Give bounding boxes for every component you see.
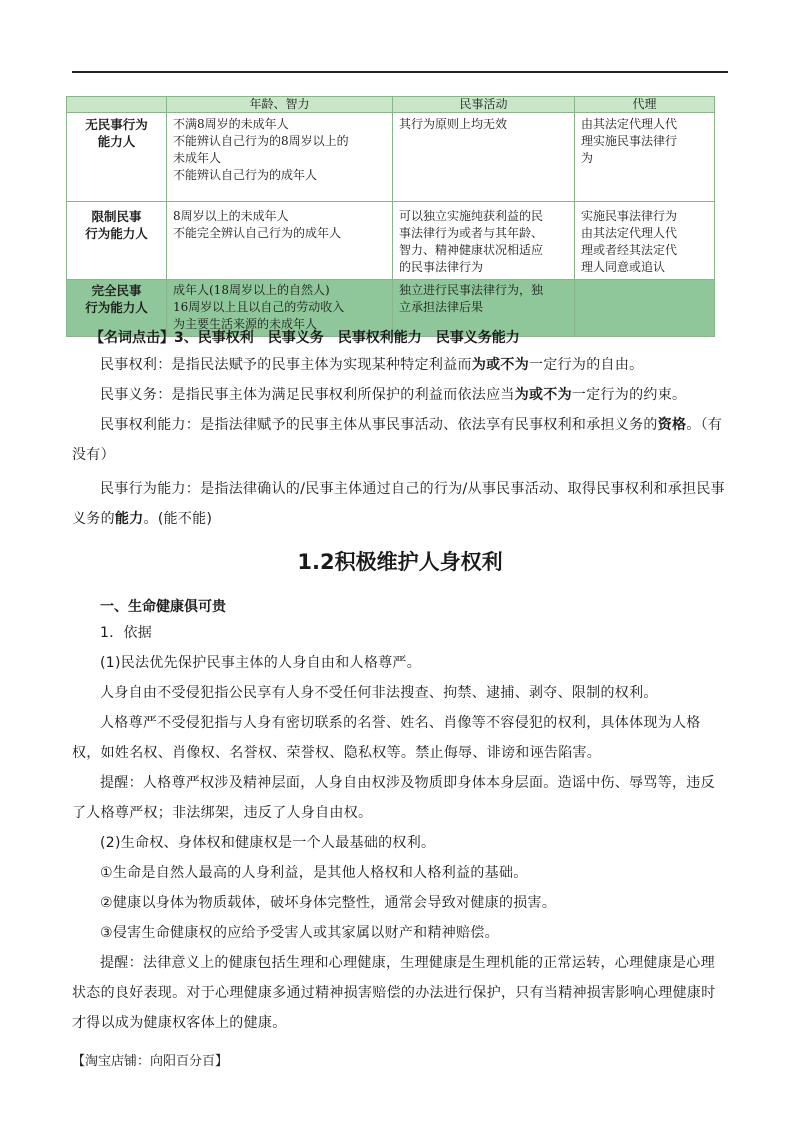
cell-line: 实施民事法律行为 (581, 209, 678, 223)
cell-line: 立承担法律后果 (399, 300, 484, 314)
paragraph: 1．依据 (100, 625, 153, 641)
paragraph: 提醒：法律意义上的健康包括生理和心理健康，生理健康是生理机能的正常运转，心理健康是心理状态的良好表现。对于心理健康多通过精神损害赔偿的办法进行保护，只有当精神损害影响心理健康时才得以成为健康权客体上的健康。 (72, 955, 716, 1031)
age-cell (167, 202, 393, 280)
cell-line: 8周岁以上的未成年人 (173, 209, 289, 223)
cell-line: 16周岁以上且以自己的劳动收入 (173, 300, 345, 314)
paragraph: 人格尊严不受侵犯指与人身有密切联系的名誉、姓名、肖像等不容侵犯的权利，具体体现为人格权，如姓名权、肖像权、名誉权、荣誉权、隐私权等。禁止侮辱、诽谤和诬告陷害。 (72, 715, 701, 761)
text-run: 民事权利：是指民法赋予的民事主体为实现某种特定利益而 (100, 357, 472, 373)
paragraph: 人身自由不受侵犯指公民享有人身不受任何非法搜查、拘禁、逮捕、剥夺、限制的权利。 (100, 685, 658, 701)
paragraph: (2)生命权、身体权和健康权是一个人最基础的权利。 (100, 835, 436, 851)
activity-cell (393, 113, 575, 202)
definition-civil-duty (72, 380, 728, 410)
cell-line: 能力人 (97, 134, 136, 149)
paragraph: ②健康以身体为物质载体，破坏身体完整性，通常会导致对健康的损害。 (100, 895, 557, 911)
paragraph: (1)民法优先保护民事主体的人身自由和人格尊严。 (100, 655, 422, 671)
cell-line: 由其法定代理人代 (581, 226, 678, 240)
row-label (67, 202, 167, 280)
table-header-cell: 民事活动 (393, 97, 575, 113)
subsection-title: 一、生命健康俱可贵 (100, 599, 226, 615)
emphasis-text: 为或不为 (514, 387, 572, 403)
cell-line: 事法律行为或者与其年龄、 (399, 226, 544, 240)
definition-act-capacity (72, 474, 728, 534)
text-run: 民事权利能力：是指法律赋予的民事主体从事民事活动、依法享有民事权利和承担义务的 (100, 417, 658, 433)
cell-line: 不能辨认自己行为的成年人 (173, 168, 318, 182)
header-rule (72, 71, 728, 73)
text-run: 。（有没有） (72, 417, 723, 463)
cell-line: 其行为原则上均无效 (399, 117, 508, 131)
agency-cell (575, 202, 715, 280)
cell-line: 不能完全辨认自己行为的成年人 (173, 226, 342, 240)
cell-line: 智力、精神健康状况相适应 (399, 243, 544, 257)
cell-line: 行为能力人 (85, 226, 148, 241)
text-run: 一定行为的自由。 (529, 357, 644, 373)
footer-note: 【淘宝店铺：向阳百分百】 (72, 1054, 229, 1069)
table-row (67, 113, 715, 202)
text-run: 一定行为的约束。 (571, 387, 687, 403)
emphasis-text: 资格 (657, 417, 687, 433)
keyword-heading: 【名词点击】3、民事权利 民事义务 民事权利能力 民事义务能力 (90, 330, 520, 346)
table-row (67, 202, 715, 280)
cell-line: 不满8周岁的未成年人 (173, 117, 289, 131)
cell-line: 成年人(18周岁以上的自然人) (173, 283, 330, 297)
cell-line: 无民事行为 (85, 117, 148, 132)
table-header-cell (67, 97, 167, 113)
paragraph: ①生命是自然人最高的人身利益，是其他人格权和人格利益的基础。 (100, 865, 528, 881)
paragraph: ③侵害生命健康权的应给予受害人或其家属以财产和精神赔偿。 (100, 925, 499, 941)
cell-line: 为 (581, 151, 594, 165)
table-header-cell: 年龄、智力 (167, 97, 393, 113)
text-run: 民事义务：是指民事主体为满足民事权利所保护的利益而依法应当 (100, 387, 515, 403)
civil-capacity-table (66, 96, 715, 337)
age-cell (167, 113, 393, 202)
table-header-row (67, 97, 715, 113)
cell-line: 理实施民事法律行 (581, 134, 678, 148)
text-run: 民事行为能力：是指法律确认的/民事主体通过自己的行为/从事民事活动、取得民事权利和承担民事义务的 (72, 481, 725, 527)
text-run: 。(能不能) (143, 511, 213, 527)
definition-civil-right (72, 350, 728, 380)
paragraph: 提醒：人格尊严权涉及精神层面，人身自由权涉及物质即身体本身层面。造谣中伤、辱骂等，违反了人格尊严权；非法绑架，违反了人身自由权。 (72, 775, 715, 821)
cell-line: 理人同意或追认 (581, 260, 666, 274)
table-header-cell: 代理 (575, 97, 715, 113)
emphasis-text: 能力 (114, 511, 144, 527)
emphasis-text: 为或不为 (471, 357, 530, 373)
definition-right-capacity (72, 410, 728, 470)
cell-line: 完全民事 (91, 283, 142, 298)
cell-line: 行为能力人 (85, 300, 148, 315)
cell-line: 可以独立实施纯获利益的民 (399, 209, 544, 223)
activity-cell (393, 202, 575, 280)
row-label (67, 113, 167, 202)
cell-line: 未成年人 (173, 151, 222, 165)
cell-line: 由其法定代理人代 (581, 117, 678, 131)
agency-cell (575, 280, 715, 337)
cell-line: 为主要生活来源的未成年人 (173, 317, 318, 331)
cell-line: 独立进行民事法律行为，独 (399, 283, 544, 297)
cell-line: 限制民事 (91, 209, 142, 224)
cell-line: 理或者经其法定代 (581, 243, 678, 257)
cell-line: 的民事法律行为 (399, 260, 484, 274)
section-title: 1.2积极维护人身权利 (297, 550, 503, 574)
agency-cell (575, 113, 715, 202)
cell-line: 不能辨认自己行为的8周岁以上的 (173, 134, 349, 148)
